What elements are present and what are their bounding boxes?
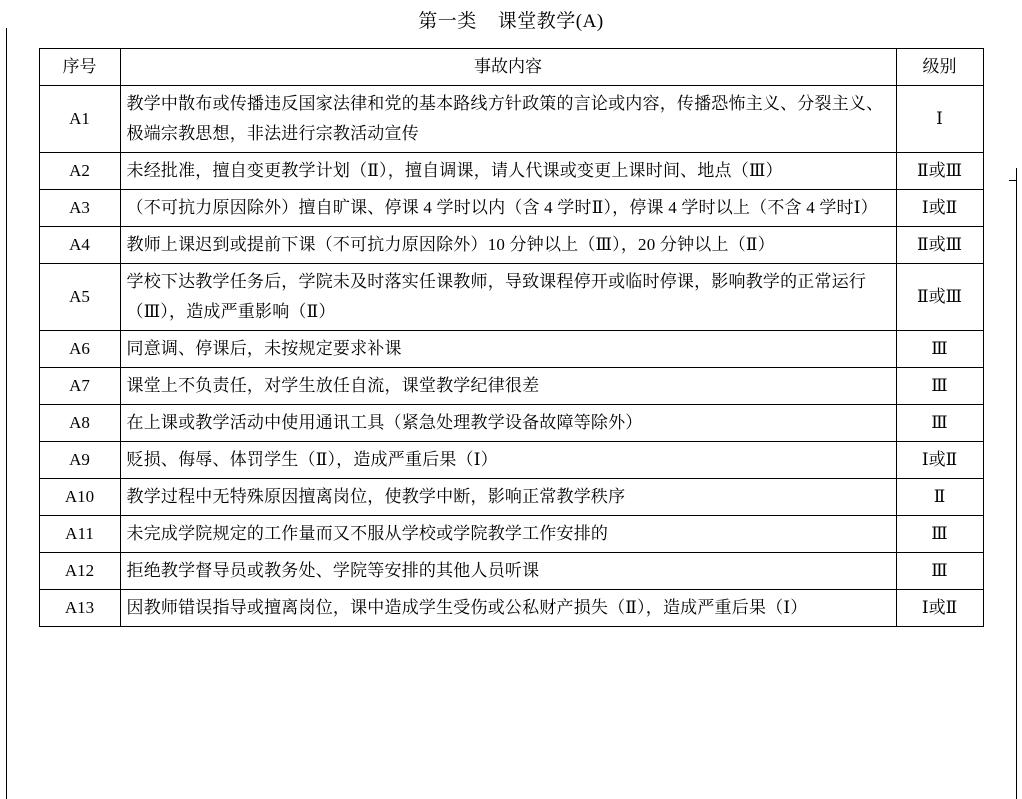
cell-no: A6: [39, 331, 120, 368]
cell-level: Ⅲ: [896, 368, 983, 405]
cell-level: Ⅱ或Ⅲ: [896, 153, 983, 190]
cell-no: A4: [39, 227, 120, 264]
cell-content: 教师上课迟到或提前下课（不可抗力原因除外）10 分钟以上（Ⅲ），20 分钟以上（Ⅱ）: [120, 227, 896, 264]
table-row: [39, 553, 983, 590]
cell-content: 教学中散布或传播违反国家法律和党的基本路线方针政策的言论或内容，传播恐怖主义、分裂主义、极端宗教思想，非法进行宗教活动宣传: [120, 86, 896, 153]
cell-content: 学校下达教学任务后，学院未及时落实任课教师，导致课程停开或临时停课，影响教学的正常运行（Ⅲ），造成严重影响（Ⅱ）: [120, 264, 896, 331]
header-cell-level: 级别: [896, 49, 983, 86]
cell-content: 因教师错误指导或擅离岗位，课中造成学生受伤或公私财产损失（Ⅱ），造成严重后果（Ⅰ）: [120, 590, 896, 627]
cell-content: 拒绝教学督导员或教务处、学院等安排的其他人员听课: [120, 553, 896, 590]
table-row: [39, 405, 983, 442]
page-title: 第一类 课堂教学(A): [418, 11, 604, 32]
table-row: [39, 590, 983, 627]
cell-no: A11: [39, 516, 120, 553]
cell-level: Ⅰ或Ⅱ: [896, 590, 983, 627]
table-row: [39, 368, 983, 405]
cell-no: A13: [39, 590, 120, 627]
page-left-rule: [6, 28, 7, 799]
cell-level: Ⅱ或Ⅲ: [896, 264, 983, 331]
cell-no: A9: [39, 442, 120, 479]
table-row: [39, 331, 983, 368]
header-cell-no: 序号: [39, 49, 120, 86]
table-row: [39, 190, 983, 227]
cell-content: 课堂上不负责任，对学生放任自流，课堂教学纪律很差: [120, 368, 896, 405]
cell-level: Ⅰ或Ⅱ: [896, 190, 983, 227]
cell-level: Ⅰ或Ⅱ: [896, 442, 983, 479]
table-header-row: [39, 49, 983, 86]
cell-content: （不可抗力原因除外）擅自旷课、停课 4 学时以内（含 4 学时Ⅱ），停课 4 学时以上（不含 4 学时Ⅰ）: [120, 190, 896, 227]
table-row: [39, 479, 983, 516]
table-row: [39, 264, 983, 331]
table-header: [39, 49, 983, 86]
cell-no: A5: [39, 264, 120, 331]
accident-table: [39, 48, 984, 627]
cell-content: 教学过程中无特殊原因擅离岗位，使教学中断，影响正常教学秩序: [120, 479, 896, 516]
table-row: [39, 227, 983, 264]
cell-level: Ⅲ: [896, 516, 983, 553]
cell-content: 未经批准，擅自变更教学计划（Ⅱ），擅自调课，请人代课或变更上课时间、地点（Ⅲ）: [120, 153, 896, 190]
cell-no: A3: [39, 190, 120, 227]
cell-level: Ⅱ: [896, 479, 983, 516]
cell-no: A1: [39, 86, 120, 153]
cell-no: A12: [39, 553, 120, 590]
header-cell-content: 事故内容: [120, 49, 896, 86]
cell-level: Ⅲ: [896, 331, 983, 368]
cell-no: A8: [39, 405, 120, 442]
cell-content: 未完成学院规定的工作量而又不服从学校或学院教学工作安排的: [120, 516, 896, 553]
cell-level: Ⅲ: [896, 405, 983, 442]
table-row: [39, 516, 983, 553]
cell-level: Ⅲ: [896, 553, 983, 590]
cell-level: Ⅰ: [896, 86, 983, 153]
table-body: [39, 86, 983, 627]
cell-content: 贬损、侮辱、体罚学生（Ⅱ），造成严重后果（Ⅰ）: [120, 442, 896, 479]
cell-content: 同意调、停课后，未按规定要求补课: [120, 331, 896, 368]
table-row: [39, 153, 983, 190]
cell-no: A7: [39, 368, 120, 405]
page-right-rule: [1016, 168, 1017, 799]
table-row: [39, 442, 983, 479]
table-row: [39, 86, 983, 153]
cell-content: 在上课或教学活动中使用通讯工具（紧急处理教学设备故障等除外）: [120, 405, 896, 442]
cell-no: A10: [39, 479, 120, 516]
cell-no: A2: [39, 153, 120, 190]
cell-level: Ⅱ或Ⅲ: [896, 227, 983, 264]
page-right-tick: [1009, 180, 1017, 181]
